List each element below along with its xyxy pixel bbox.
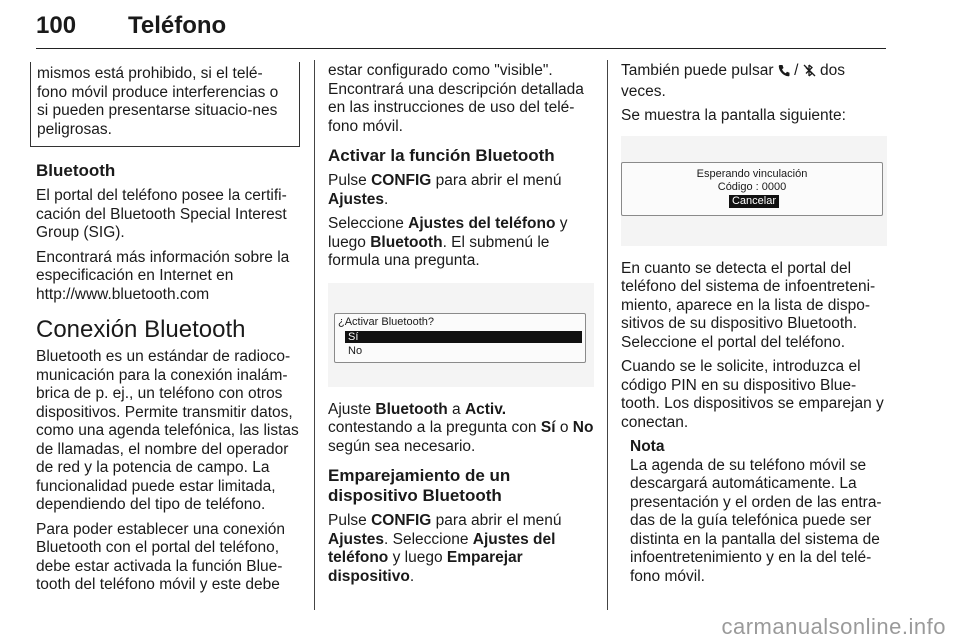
warning-box: [30, 62, 300, 147]
screenshot-activar-bluetooth: [328, 283, 594, 387]
paragraph: estar configurado como "visible". Encontrará una descripción detallada en las instrucciones de uso del telé-fono móvil.: [328, 62, 584, 135]
option-yes[interactable]: Sí: [345, 331, 582, 343]
dialog-question: ¿Activar Bluetooth?: [338, 315, 434, 328]
section-heading-conexion: Conexión Bluetooth: [36, 316, 246, 343]
section-heading-activar: Activar la función Bluetooth: [328, 146, 555, 165]
paragraph: Ajuste Bluetooth a Activ. contestando a la pregunta con Sí o No según sea necesario.: [328, 400, 594, 455]
note-text: La agenda de su teléfono móvil se descargará automáticamente. La presentación y el orden de las entra-das de la guía telefónica puede ser distinta en la pantalla del sistema de infoentretenimiento y en la del telé-fono móvil.: [630, 456, 882, 585]
page-number: 100: [36, 12, 77, 39]
dialog-line-1: Esperando vinculación: [696, 167, 808, 180]
column-middle: [328, 62, 594, 592]
watermark: carmanualsonline.info: [721, 614, 946, 639]
section-heading-emparejamiento: Emparejamiento de un dispositivo Bluetooth: [328, 466, 511, 505]
paragraph: Cuando se le solicite, introduzca el código PIN en su dispositivo Blue-tooth. Los dispositivos se emparejan y conectan.: [621, 358, 884, 431]
paragraph: Seleccione Ajustes del teléfono y luego Bluetooth. El submenú le formula una pregunta.: [328, 215, 568, 269]
paragraph: También puede pulsar / dos veces.: [621, 62, 846, 100]
paragraph: Se muestra la pantalla siguiente:: [621, 107, 846, 124]
paragraph: El portal del teléfono posee la certifi-cación del Bluetooth Special Interest Group (SIG).: [36, 187, 287, 241]
paragraph: Bluetooth es un estándar de radioco-municación para la conexión inalám-brica de p. ej., un teléfono con otros dispositivos. Permite transmitir datos, como una agenda telefónica, las listas de llamadas, el nombre del operador de red y la potencia de campo. La funcionalidad puede estar limitada, dependiendo del tipo de teléfono.: [36, 348, 299, 513]
mute-icon: [803, 64, 816, 83]
paragraph: Pulse CONFIG para abrir el menú Ajustes. Seleccione Ajustes del teléfono y luego Emparejar dispositivo.: [328, 512, 562, 585]
page-title: Teléfono: [128, 12, 227, 39]
dialog-line-2: Código : 0000: [717, 180, 787, 193]
phone-icon: [778, 64, 790, 83]
section-heading-bluetooth: Bluetooth: [36, 161, 116, 180]
column-divider: [607, 60, 608, 610]
paragraph: Pulse CONFIG para abrir el menú Ajustes.: [328, 172, 562, 208]
note-block: [621, 438, 887, 586]
paragraph: Encontrará más información sobre la especificación en Internet en http://www.bluetooth.com: [36, 248, 290, 303]
warning-text: mismos está prohibido, si el telé-fono móvil produce interferencias o si pueden presentarse situacio-nes peligrosas.: [37, 65, 279, 138]
note-title: Nota: [630, 438, 665, 455]
paragraph: Para poder establecer una conexión Bluetooth con el portal del teléfono, debe estar activada la función Blue-tooth del teléfono móvil y este debe: [36, 520, 286, 593]
option-no[interactable]: No: [348, 344, 363, 357]
screenshot-esperando-vinculacion: [621, 136, 887, 246]
column-left: [36, 62, 300, 601]
dialog-box: [334, 313, 586, 363]
column-divider: [314, 60, 315, 610]
paragraph: En cuanto se detecta el portal del teléfono del sistema de infoentreteni-miento, aparece en la lista de dispo-sitivos de su dispositivo Bluetooth. Seleccione el portal del teléfono.: [621, 259, 876, 351]
page-header: [36, 8, 886, 49]
dialog-box: [621, 162, 883, 216]
cancel-button[interactable]: Cancelar: [729, 195, 779, 208]
column-right: [621, 62, 887, 586]
